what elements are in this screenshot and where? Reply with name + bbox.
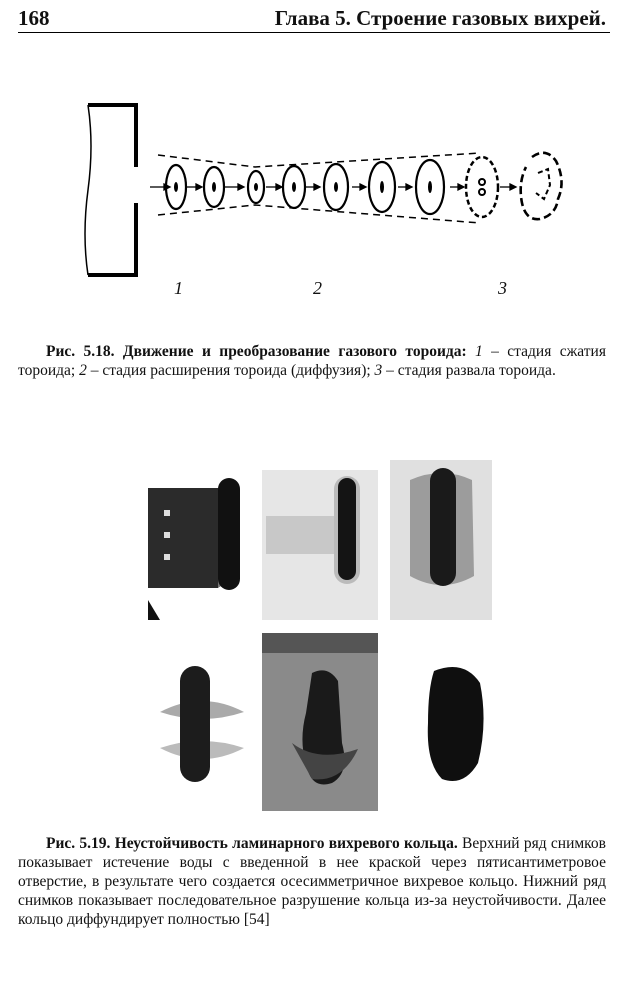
figure-5-19-caption bbox=[18, 834, 606, 929]
caption-text-1: – стадия сжатия тороида; bbox=[18, 343, 606, 379]
stage-label-1: 1 bbox=[174, 278, 183, 298]
chapter-title: Глава 5. Строение газовых вихрей. bbox=[274, 6, 606, 30]
stage-label-3: 3 bbox=[498, 278, 507, 298]
caption-lead: Рис. 5.19. Неустойчивость ламинарного вихревого кольца. bbox=[46, 835, 458, 852]
toroid-schematic-figure bbox=[70, 95, 590, 310]
stage-label-2: 2 bbox=[313, 278, 322, 298]
vortex-photo-2 bbox=[262, 470, 378, 620]
caption-num-2: 2 bbox=[79, 362, 87, 379]
caption-body: Верхний ряд снимков показывает истечение воды с введенной в нее краской через пятисантиметровое отверстие, в результате чего создается осесимметричное вихревое кольцо. Нижний ряд снимков показывает последовательное разрушение кольца из-за неустойчивости. Далее кольцо диффундирует полностью [54] bbox=[18, 835, 606, 928]
vortex-photo-1 bbox=[148, 470, 250, 620]
page-header bbox=[18, 6, 610, 33]
vortex-photo-3 bbox=[390, 460, 492, 620]
vortex-photo-5 bbox=[262, 633, 378, 811]
caption-text-2: – стадия расширения тороида (диффузия); bbox=[86, 362, 375, 379]
toroid-schematic-drawing bbox=[70, 95, 590, 310]
vortex-photo-4 bbox=[150, 660, 254, 786]
caption-text-3: – стадия развала тороида. bbox=[382, 362, 556, 379]
caption-lead: Рис. 5.18. Движение и преобразование газового тороида: bbox=[46, 343, 467, 360]
caption-num-3: 3 bbox=[374, 362, 383, 379]
figure-5-18-caption bbox=[18, 342, 606, 380]
page-number: 168 bbox=[18, 6, 50, 30]
caption-num-1: 1 bbox=[475, 343, 483, 360]
vortex-photo-6 bbox=[392, 633, 502, 811]
